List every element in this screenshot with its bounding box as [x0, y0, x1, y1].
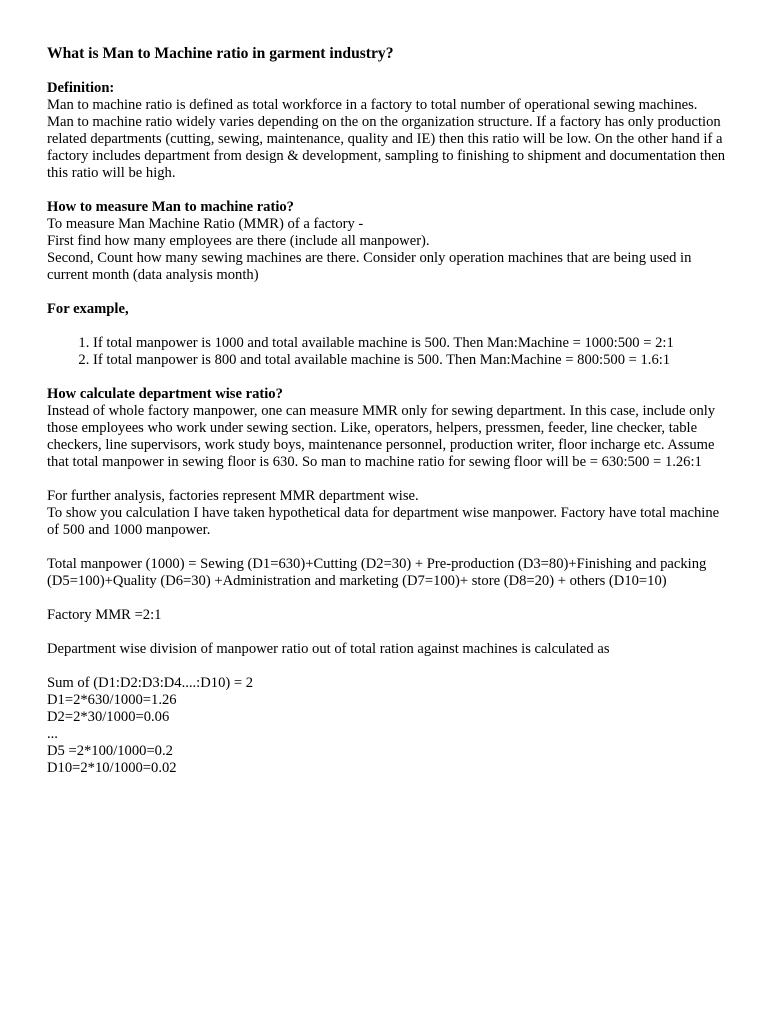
department-paragraph-6: Department wise division of manpower ratio out of total ration against machines is calculated as — [47, 641, 610, 657]
list-item: 1. If total manpower is 1000 and total available machine is 500. Then Man:Machine = 1000:500 = 2:1 — [93, 335, 727, 352]
measure-line-2: First find how many employees are there (include all manpower). — [47, 233, 430, 249]
document-page — [47, 44, 727, 777]
department-paragraph-4: Total manpower (1000) = Sewing (D1=630)+Cutting (D2=30) + Pre-production (D3=80)+Finishing and packing (D5=100)+Quality (D6=30) +Administration and marketing (D7=100)+ store (D8=20) + others (D10=10) — [47, 556, 707, 589]
example-list — [47, 335, 727, 369]
department-paragraph-3: To show you calculation I have taken hypothetical data for department wise manpower. Factory have total machine of 500 and 1000 manpower. — [47, 505, 720, 538]
measure-heading: How to measure Man to machine ratio? — [47, 199, 294, 215]
example-heading: For example, — [47, 301, 129, 317]
calc-line: D10=2*10/1000=0.02 — [47, 760, 177, 776]
calc-line: D2=2*30/1000=0.06 — [47, 709, 170, 725]
calc-line: Sum of (D1:D2:D3:D4....:D10) = 2 — [47, 675, 254, 691]
list-item: 2. If total manpower is 800 and total available machine is 500. Then Man:Machine = 800:500 = 1.6:1 — [93, 352, 727, 369]
factory-mmr: Factory MMR =2:1 — [47, 607, 162, 623]
calc-line: D5 =2*100/1000=0.2 — [47, 743, 173, 759]
calc-line: ... — [47, 726, 58, 742]
measure-line-1: To measure Man Machine Ratio (MMR) of a factory - — [47, 216, 364, 232]
definition-paragraph-1: Man to machine ratio is defined as total workforce in a factory to total number of operational sewing machines. — [47, 97, 698, 113]
department-paragraph-2: For further analysis, factories represent MMR department wise. — [47, 488, 419, 504]
definition-heading: Definition: — [47, 80, 115, 96]
calc-line: D1=2*630/1000=1.26 — [47, 692, 177, 708]
measure-line-3: Second, Count how many sewing machines are there. Consider only operation machines that are being used in current month (data analysis month) — [47, 250, 692, 283]
page-title: What is Man to Machine ratio in garment industry? — [47, 45, 394, 62]
department-heading: How calculate department wise ratio? — [47, 386, 283, 402]
definition-paragraph-2: Man to machine ratio widely varies depending on the on the organization structure. If a factory has only production related departments (cutting, sewing, maintenance, quality and IE) then this ratio will be low. On the other hand if a factory includes department from design & development, sampling to finishing to shipment and documentation then this ratio will be high. — [47, 114, 726, 181]
department-paragraph-1: Instead of whole factory manpower, one can measure MMR only for sewing department. In this case, include only those employees who work under sewing section. Like, operators, helpers, pressmen, feeder, line checker, table checkers, line supervisors, work study boys, maintenance personnel, production writer, floor incharge etc. Assume that total manpower in sewing floor is 630. So man to machine ratio for sewing floor will be = 630:500 = 1.26:1 — [47, 403, 716, 470]
